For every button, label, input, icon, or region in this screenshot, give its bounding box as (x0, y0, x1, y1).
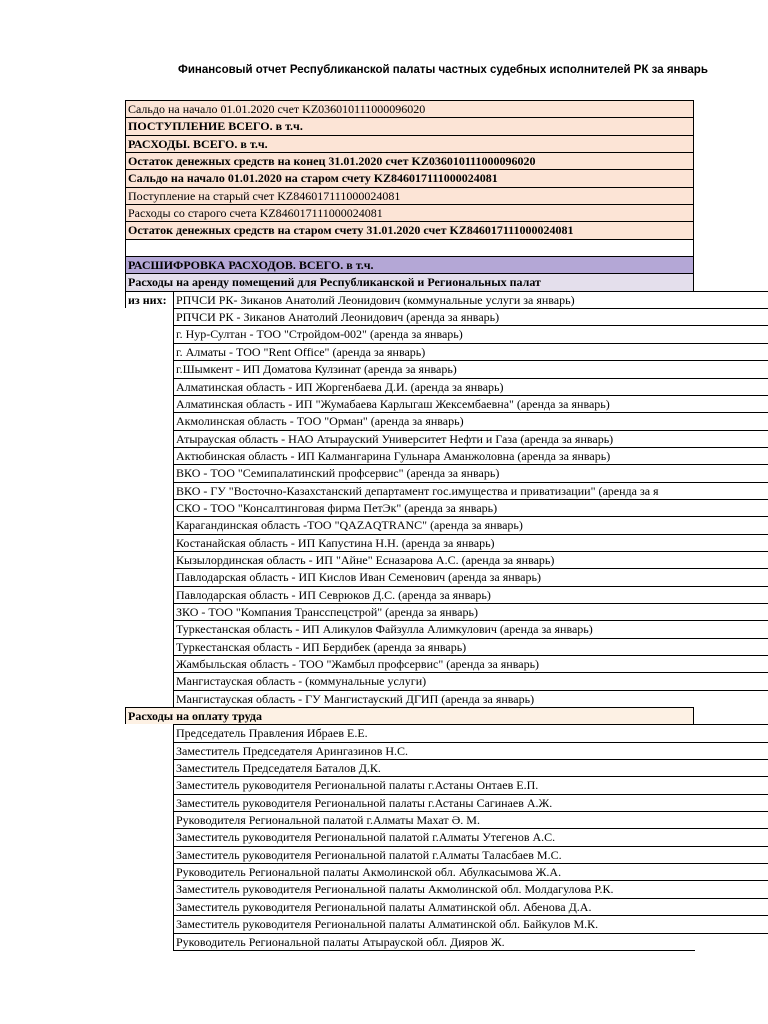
rent-item (125, 620, 768, 637)
report-title: Финансовый отчет Республиканской палаты частных судебных исполнителей РК за январь (178, 64, 708, 76)
salary-item (125, 898, 768, 915)
row-prefix (125, 828, 173, 845)
rent-item (125, 291, 768, 308)
row-prefix (125, 655, 173, 672)
row-text: Заместитель руководителя Региональной палатой г.Алматы Утегенов А.С. (173, 828, 768, 845)
row-prefix (125, 482, 173, 499)
row-prefix (125, 412, 173, 429)
row-text: Руководитель Региональной палаты Атырауской обл. Дияров Ж. (173, 933, 768, 950)
row-text: Заместитель руководителя Региональной палаты Алматинской обл. Абенова Д.А. (173, 898, 768, 915)
row-text: РПЧСИ РК - Зиканов Анатолий Леонидович (аренда за январь) (173, 308, 768, 325)
row-text: РПЧСИ РК- Зиканов Анатолий Леонидович (коммунальные услуги за январь) (173, 291, 768, 308)
summary-row: Расходы со старого счета KZ846017111000024081 (125, 204, 694, 221)
row-text: Атырауская область - НАО Атырауский Университет Нефти и Газа (аренда за январь) (173, 430, 768, 447)
row-text: Заместитель руководителя Региональной палаты Алматинской обл. Байкулов М.К. (173, 915, 768, 932)
salary-header: Расходы на оплату труда (125, 707, 694, 724)
row-prefix (125, 811, 173, 828)
row-text: Актюбинская область - ИП Калмангарина Гульнара Аманжоловна (аренда за январь) (173, 447, 768, 464)
summary-row: ПОСТУПЛЕНИЕ ВСЕГО. в т.ч. (125, 117, 694, 134)
summary-row: Сальдо на начало 01.01.2020 счет KZ036010111000096020 (125, 100, 694, 117)
row-prefix (125, 534, 173, 551)
rent-item (125, 412, 768, 429)
row-text: г.Шымкент - ИП Доматова Кулзинат (аренда за январь) (173, 360, 768, 377)
row-prefix (125, 863, 173, 880)
row-prefix (125, 672, 173, 689)
salary-item (125, 811, 768, 828)
report-table (125, 100, 768, 951)
rent-item (125, 516, 768, 533)
row-prefix (125, 308, 173, 325)
rent-item (125, 343, 768, 360)
rent-item (125, 499, 768, 516)
row-text: ВКО - ТОО "Семипалатинский профсервис" (аренда за январь) (173, 464, 768, 481)
row-text: Кызылординская область - ИП "Айне" Есназарова А.С. (аренда за январь) (173, 551, 768, 568)
salary-item (125, 828, 768, 845)
row-text: Жамбыльская область - ТОО "Жамбыл профсервис" (аренда за январь) (173, 655, 768, 672)
row-text: Заместитель Председателя Баталов Д.К. (173, 759, 768, 776)
row-prefix (125, 898, 173, 915)
salary-item (125, 724, 768, 741)
row-text: Руководителя Региональной палатой г.Алматы Махат Ә. М. (173, 811, 768, 828)
salary-item (125, 863, 768, 880)
row-text: Заместитель Председателя Арингазинов Н.С. (173, 742, 768, 759)
row-prefix (125, 638, 173, 655)
row-text: Павлодарская область - ИП Кислов Иван Семенович (аренда за январь) (173, 568, 768, 585)
row-text: Карагандинская область -ТОО "QAZAQTRANC" (аренда за январь) (173, 516, 768, 533)
row-text: Мангистауская область - ГУ Мангистауский ДГИП (аренда за январь) (173, 690, 768, 707)
salary-item (125, 742, 768, 759)
row-text: Акмолинская область - ТОО "Орман" (аренда за январь) (173, 412, 768, 429)
summary-row: Сальдо на начало 01.01.2020 на старом счету KZ846017111000024081 (125, 169, 694, 186)
row-prefix (125, 620, 173, 637)
breakdown-title: РАСШИФРОВКА РАСХОДОВ. ВСЕГО. в т.ч. (125, 256, 694, 273)
rent-item (125, 534, 768, 551)
row-text: г. Нур-Султан - ТОО "Стройдом-002" (аренда за январь) (173, 325, 768, 342)
blank-row (125, 239, 694, 256)
row-text: СКО - ТОО "Консалтинговая фирма ПетЭк" (аренда за январь) (173, 499, 768, 516)
salary-item (125, 776, 768, 793)
row-prefix (125, 430, 173, 447)
row-prefix (125, 360, 173, 377)
row-prefix (125, 724, 173, 741)
row-text: Заместитель руководителя Региональной палаты Акмолинской обл. Молдагулова Р.К. (173, 880, 768, 897)
row-prefix (125, 447, 173, 464)
row-text: Заместитель руководителя Региональной палаты г.Астаны Онтаев Е.П. (173, 776, 768, 793)
table-bottom-border (173, 950, 695, 951)
row-prefix (125, 846, 173, 863)
row-text: Заместитель руководителя Региональной палаты г.Астаны Сагинаев А.Ж. (173, 794, 768, 811)
row-prefix (125, 551, 173, 568)
row-text: ВКО - ГУ "Восточно-Казахстанский департамент гос.имущества и приватизации" (аренда за я (173, 482, 768, 499)
rent-item (125, 568, 768, 585)
salary-item (125, 794, 768, 811)
summary-row: Поступление на старый счет KZ846017111000024081 (125, 187, 694, 204)
rent-item (125, 482, 768, 499)
row-prefix (125, 794, 173, 811)
row-text: Костанайская область - ИП Капустина Н.Н. (аренда за январь) (173, 534, 768, 551)
row-text: Мангистауская область - (коммунальные услуги) (173, 672, 768, 689)
salary-item (125, 880, 768, 897)
rent-item (125, 308, 768, 325)
rent-item (125, 395, 768, 412)
row-prefix (125, 378, 173, 395)
salary-item (125, 846, 768, 863)
salary-item (125, 759, 768, 776)
row-text: Туркестанская область - ИП Аликулов Файзулла Алимкулович (аренда за январь) (173, 620, 768, 637)
summary-row: РАСХОДЫ. ВСЕГО. в т.ч. (125, 135, 694, 152)
summary-row: Остаток денежных средств на конец 31.01.2020 счет KZ036010111000096020 (125, 152, 694, 169)
rent-item (125, 655, 768, 672)
row-prefix (125, 395, 173, 412)
rent-item (125, 672, 768, 689)
row-prefix (125, 499, 173, 516)
row-text: Заместитель руководителя Региональной палатой г.Алматы Таласбаев М.С. (173, 846, 768, 863)
row-prefix (125, 586, 173, 603)
row-prefix (125, 568, 173, 585)
summary-row: Остаток денежных средств на старом счету 31.01.2020 счет KZ846017111000024081 (125, 221, 694, 238)
rent-item (125, 603, 768, 620)
rent-item (125, 378, 768, 395)
row-prefix (125, 759, 173, 776)
row-prefix (125, 880, 173, 897)
row-prefix (125, 742, 173, 759)
row-prefix (125, 776, 173, 793)
row-prefix (125, 325, 173, 342)
rent-item (125, 551, 768, 568)
row-prefix (125, 603, 173, 620)
rent-item (125, 586, 768, 603)
row-prefix (125, 915, 173, 932)
row-text: ЗКО - ТОО "Компания Трансспецстрой" (аренда за январь) (173, 603, 768, 620)
rent-item (125, 447, 768, 464)
row-prefix: из них: (125, 291, 173, 308)
row-text: Алматинская область - ИП Жоргенбаева Д.И. (аренда за январь) (173, 378, 768, 395)
rent-item (125, 464, 768, 481)
row-prefix (125, 690, 173, 707)
rent-item (125, 430, 768, 447)
salary-item (125, 933, 768, 950)
rent-header: Расходы на аренду помещений для Республиканской и Региональных палат (125, 273, 694, 290)
rent-item (125, 360, 768, 377)
row-text: Павлодарская область - ИП Севрюков Д.С. (аренда за январь) (173, 586, 768, 603)
row-text: г. Алматы - ТОО "Rent Office" (аренда за январь) (173, 343, 768, 360)
rent-item (125, 690, 768, 707)
row-prefix (125, 933, 173, 950)
row-text: Туркестанская область - ИП Бердибек (аренда за январь) (173, 638, 768, 655)
row-prefix (125, 516, 173, 533)
rent-item (125, 325, 768, 342)
row-text: Руководитель Региональной палаты Акмолинской обл. Абулкасымова Ж.А. (173, 863, 768, 880)
salary-item (125, 915, 768, 932)
rent-item (125, 638, 768, 655)
row-text: Председатель Правления Ибраев Е.Е. (173, 724, 768, 741)
row-text: Алматинская область - ИП "Жумабаева Карлыгаш Жексембаевна" (аренда за январь) (173, 395, 768, 412)
row-prefix (125, 464, 173, 481)
row-prefix (125, 343, 173, 360)
